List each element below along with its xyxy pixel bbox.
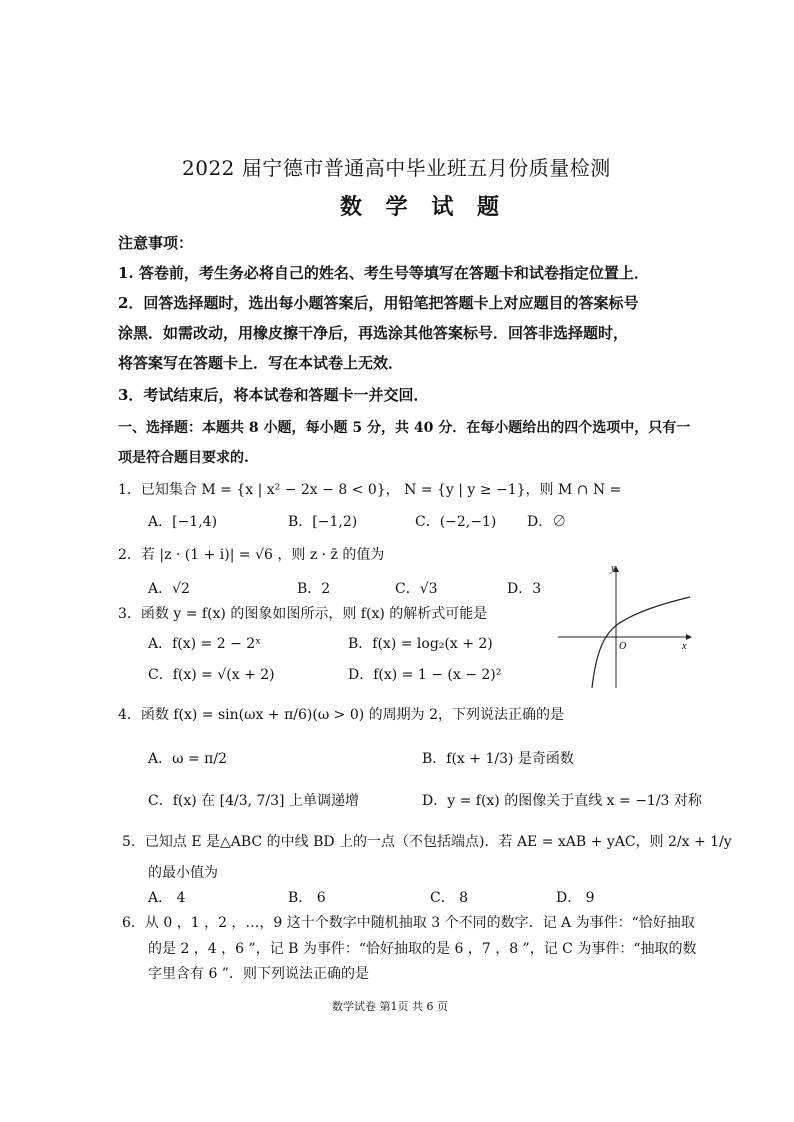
question-6-line-3: 字里含有 6 ”．则下列说法正确的是	[148, 966, 369, 982]
origin-label: O	[619, 641, 627, 652]
notice-item-2: 2．回答选择题时，选出每小题答案后，用铅笔把答题卡上对应题目的答案标号	[118, 294, 639, 312]
question-2-option-b: B．2	[297, 581, 331, 597]
question-3-option-d: D．f(x) = 1 − (x − 2)²	[348, 667, 502, 683]
notice-item-2-cont: 涂黑．如需改动，用橡皮擦干净后，再选涂其他答案标号．回答非选择题时，	[118, 324, 629, 342]
question-3-stem: 3．函数 y = f(x) 的图象如图所示，则 f(x) 的解析式可能是	[118, 606, 488, 622]
question-1-option-d: D．∅	[527, 514, 567, 530]
section-heading-line2: 项是符合题目要求的.	[118, 450, 249, 466]
question-3-option-a: A．f(x) = 2 − 2ˣ	[148, 636, 262, 652]
question-6-line-2: 的是 2 ，4 ，6 ”，记 B 为事件：“恰好抽取的是 6 ，7 ，8 ”，记 C 为事件：“抽取的数	[148, 941, 697, 957]
question-4-option-b: B．f(x + 1/3) 是奇函数	[422, 751, 574, 767]
question-3-option-c: C．f(x) = √(x + 2)	[148, 667, 275, 683]
notice-heading: 注意事项：	[118, 234, 194, 252]
question-5-option-d: D． 9	[556, 890, 595, 906]
x-axis-label: x	[682, 641, 687, 652]
question-4-option-d: D．y = f(x) 的图像关于直线 x = −1/3 对称	[422, 793, 702, 809]
function-graph	[556, 562, 696, 692]
page-footer: 数学试卷 第1页 共 6 页	[332, 1000, 448, 1013]
question-2-option-d: D．3	[507, 581, 542, 597]
notice-item-1: 1. 答卷前，考生务必将自己的姓名、考生号等填写在答题卡和试卷指定位置上．	[118, 264, 649, 282]
question-5-stem: 5．已知点 E 是△ABC 的中线 BD 上的一点（不包括端点)．若 AE = xAB + yAC，则 2/x + 1/y	[122, 834, 732, 850]
function-curve	[592, 597, 690, 688]
question-4-stem: 4．函数 f(x) = sin(ωx + π/6)(ω > 0) 的周期为 2，下列说法正确的是	[118, 707, 565, 723]
question-4-option-c: C．f(x) 在 [4/3, 7/3] 上单调递增	[148, 793, 359, 809]
question-1-option-c: C．(−2,−1)	[415, 514, 497, 530]
exam-subtitle: 数 学 试 题	[340, 194, 507, 220]
exam-title: 2022 届宁德市普通高中毕业班五月份质量检测	[182, 156, 611, 180]
question-4-option-a: A．ω = π/2	[148, 751, 227, 767]
notice-item-3: 3．考试结束后，将本试卷和答题卡一并交回．	[118, 386, 429, 404]
question-1-option-b: B．[−1,2)	[288, 514, 358, 530]
question-1-option-a: A．[−1,4)	[148, 514, 218, 530]
question-1-stem: 1．已知集合 M = {x | x² − 2x − 8 < 0}， N = {y | y ≥ −1}，则 M ∩ N =	[118, 482, 622, 498]
question-2-stem: 2．若 |z · (1 + i)| = √6 ，则 z · z̄ 的值为	[118, 547, 385, 563]
section-heading-line1: 一、选择题：本题共 8 小题，每小题 5 分，共 40 分．在每小题给出的四个选项中，只有一	[118, 420, 691, 436]
question-2-option-c: C．√3	[395, 581, 438, 597]
notice-item-2-cont2: 将答案写在答题卡上．写在本试卷上无效．	[118, 354, 404, 372]
question-5-option-c: C． 8	[430, 890, 469, 906]
question-6-line-1: 6．从 0 ，1 ，2 ，…，9 这十个数字中随机抽取 3 个不同的数字．记 A 为事件：“恰好抽取	[122, 915, 695, 931]
question-5-option-b: B． 6	[288, 890, 326, 906]
function-graph-svg	[556, 562, 696, 692]
question-5-option-a: A． 4	[148, 890, 186, 906]
question-3-option-b: B．f(x) = log₂(x + 2)	[348, 636, 493, 652]
question-2-option-a: A．√2	[148, 581, 190, 597]
y-axis-label: y	[611, 563, 616, 574]
question-5-stem-cont: 的最小值为	[148, 865, 218, 881]
x-axis-arrow	[686, 634, 692, 640]
